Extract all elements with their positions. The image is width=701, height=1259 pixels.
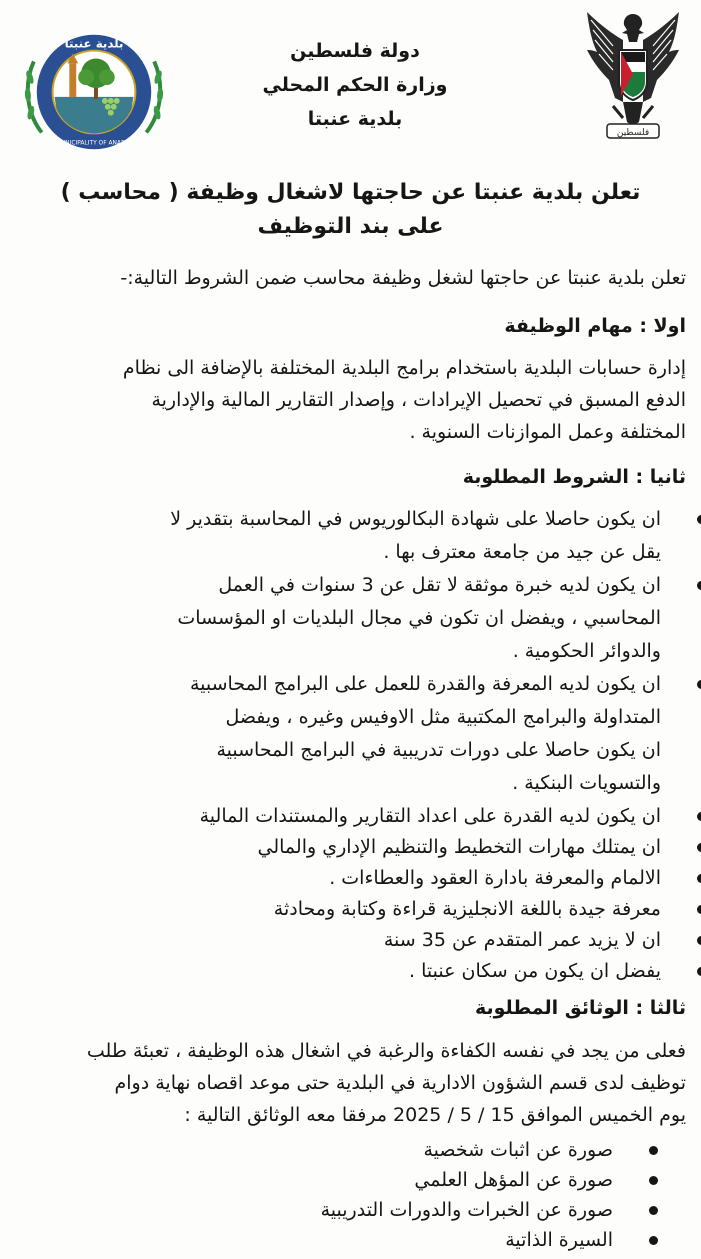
list-item: [26, 862, 661, 893]
palestine-eagle-emblem-icon: [583, 6, 683, 146]
list-item-text: والدوائر الحكومية .: [512, 640, 661, 662]
list-item: [26, 569, 661, 668]
list-item-text: معرفة جيدة باللغة الانجليزية قراءة وكتابة ومحادثة: [273, 898, 661, 920]
section-heading-requirements: ثانيا : الشروط المطلوبة: [462, 466, 686, 488]
emblem-scroll-text: فلسطين: [616, 128, 650, 138]
documents-text-line: فعلى من يجد في نفسه الكفاءة والرغبة في اشغال هذه الوظيفة ، تعبئة طلب: [86, 1040, 686, 1062]
announcement-title: تعلن بلدية عنبتا عن حاجتها لاشغال وظيفة ( محاسب ): [60, 180, 641, 205]
job-duties-line: المختلفة وعمل الموازنات السنوية .: [409, 421, 686, 443]
municipality-name: بلدية عنبتا: [307, 108, 403, 130]
bullet-icon: [697, 812, 701, 821]
list-item-text: ان يكون لديه خبرة موثقة لا تقل عن 3 سنوات في العمل: [218, 574, 661, 596]
list-item: [26, 800, 661, 831]
list-item-text: ان يكون حاصلا على شهادة البكالوريوس في المحاسبة بتقدير لا: [170, 508, 661, 530]
bullet-icon: [697, 936, 701, 945]
list-item: [53, 1134, 613, 1164]
list-item-text: ان يكون حاصلا على دورات تدريبية في البرامج المحاسبية: [216, 739, 661, 761]
bullet-icon: [649, 1206, 658, 1215]
seal-arabic-text: بلدية عنبتا: [64, 36, 124, 51]
bullet-icon: [697, 874, 701, 883]
job-duties-line: إدارة حسابات البلدية باستخدام برامج البلدية المختلفة بالإضافة الى نظام: [122, 357, 686, 379]
list-item-text: ان لا يزيد عمر المتقدم عن 35 سنة: [383, 929, 661, 951]
bullet-icon: [697, 843, 701, 852]
list-item-text: والتسويات البنكية .: [512, 772, 661, 794]
list-item: [53, 1194, 613, 1224]
documents-list: [53, 1134, 613, 1254]
list-item-text: المحاسبي ، ويفضل ان تكون في مجال البلديات او المؤسسات: [177, 607, 661, 629]
list-item: [26, 831, 661, 862]
letterhead: [0, 0, 701, 170]
list-item: [26, 503, 661, 569]
documents-text-line: يوم الخميس الموافق 15 / 5 / 2025 مرفقا معه الوثائق التالية :: [184, 1104, 686, 1126]
list-item: [26, 955, 661, 986]
bullet-icon: [697, 905, 701, 914]
list-item-text: صورة عن المؤهل العلمي: [414, 1169, 613, 1191]
announcement-subtitle: على بند التوظيف: [257, 214, 444, 239]
list-item-text: الالمام والمعرفة بادارة العقود والعطاءات .: [329, 867, 661, 889]
list-item-text: ان يمتلك مهارات التخطيط والتنظيم الإداري والمالي: [257, 836, 661, 858]
list-item-text: يقل عن جيد من جامعة معترف بها .: [383, 541, 661, 563]
list-item-text: ان يكون لديه القدرة على اعداد التقارير والمستندات المالية: [199, 805, 661, 827]
list-item-text: يفضل ان يكون من سكان عنبتا .: [409, 960, 661, 982]
bullet-icon: [697, 967, 701, 976]
documents-text-line: توظيف لدى قسم الشؤون الادارية في البلدية حتى موعد اقصاه نهاية دوام: [114, 1072, 686, 1094]
requirements-list: [26, 503, 661, 986]
list-item: [53, 1224, 613, 1254]
organization-name-block: [250, 34, 460, 136]
list-item-text: صورة عن الخبرات والدورات التدريبية: [320, 1199, 613, 1221]
section-heading-documents: ثالثا : الوثائق المطلوبة: [474, 997, 686, 1019]
bullet-icon: [697, 680, 701, 689]
intro-text: تعلن بلدية عنبتا عن حاجتها لشغل وظيفة محاسب ضمن الشروط التالية:-: [120, 267, 686, 289]
list-item: [26, 668, 661, 800]
bullet-icon: [697, 515, 701, 524]
list-item-text: المتداولة والبرامج المكتبية مثل الاوفيس وغيره ، ويفضل: [225, 706, 661, 728]
job-duties-line: الدفع المسبق في تحصيل الإيرادات ، وإصدار التقارير المالية والإدارية: [151, 389, 686, 411]
state-name: دولة فلسطين: [290, 40, 420, 62]
seal-english-text: MUNICIPALITY OF ANABTA: [55, 140, 133, 147]
bullet-icon: [649, 1236, 658, 1245]
list-item-text: السيرة الذاتية: [505, 1229, 613, 1251]
anabta-municipality-seal-icon: [20, 18, 168, 166]
ministry-name: وزارة الحكم المحلي: [262, 74, 448, 96]
bullet-icon: [649, 1146, 658, 1155]
list-item: [26, 924, 661, 955]
list-item-text: صورة عن اثبات شخصية: [423, 1139, 613, 1161]
bullet-icon: [697, 581, 701, 590]
list-item: [26, 893, 661, 924]
section-heading-job-duties: اولا : مهام الوظيفة: [504, 315, 686, 337]
list-item: [53, 1164, 613, 1194]
list-item-text: ان يكون لديه المعرفة والقدرة للعمل على البرامج المحاسبية: [189, 673, 661, 695]
bullet-icon: [649, 1176, 658, 1185]
